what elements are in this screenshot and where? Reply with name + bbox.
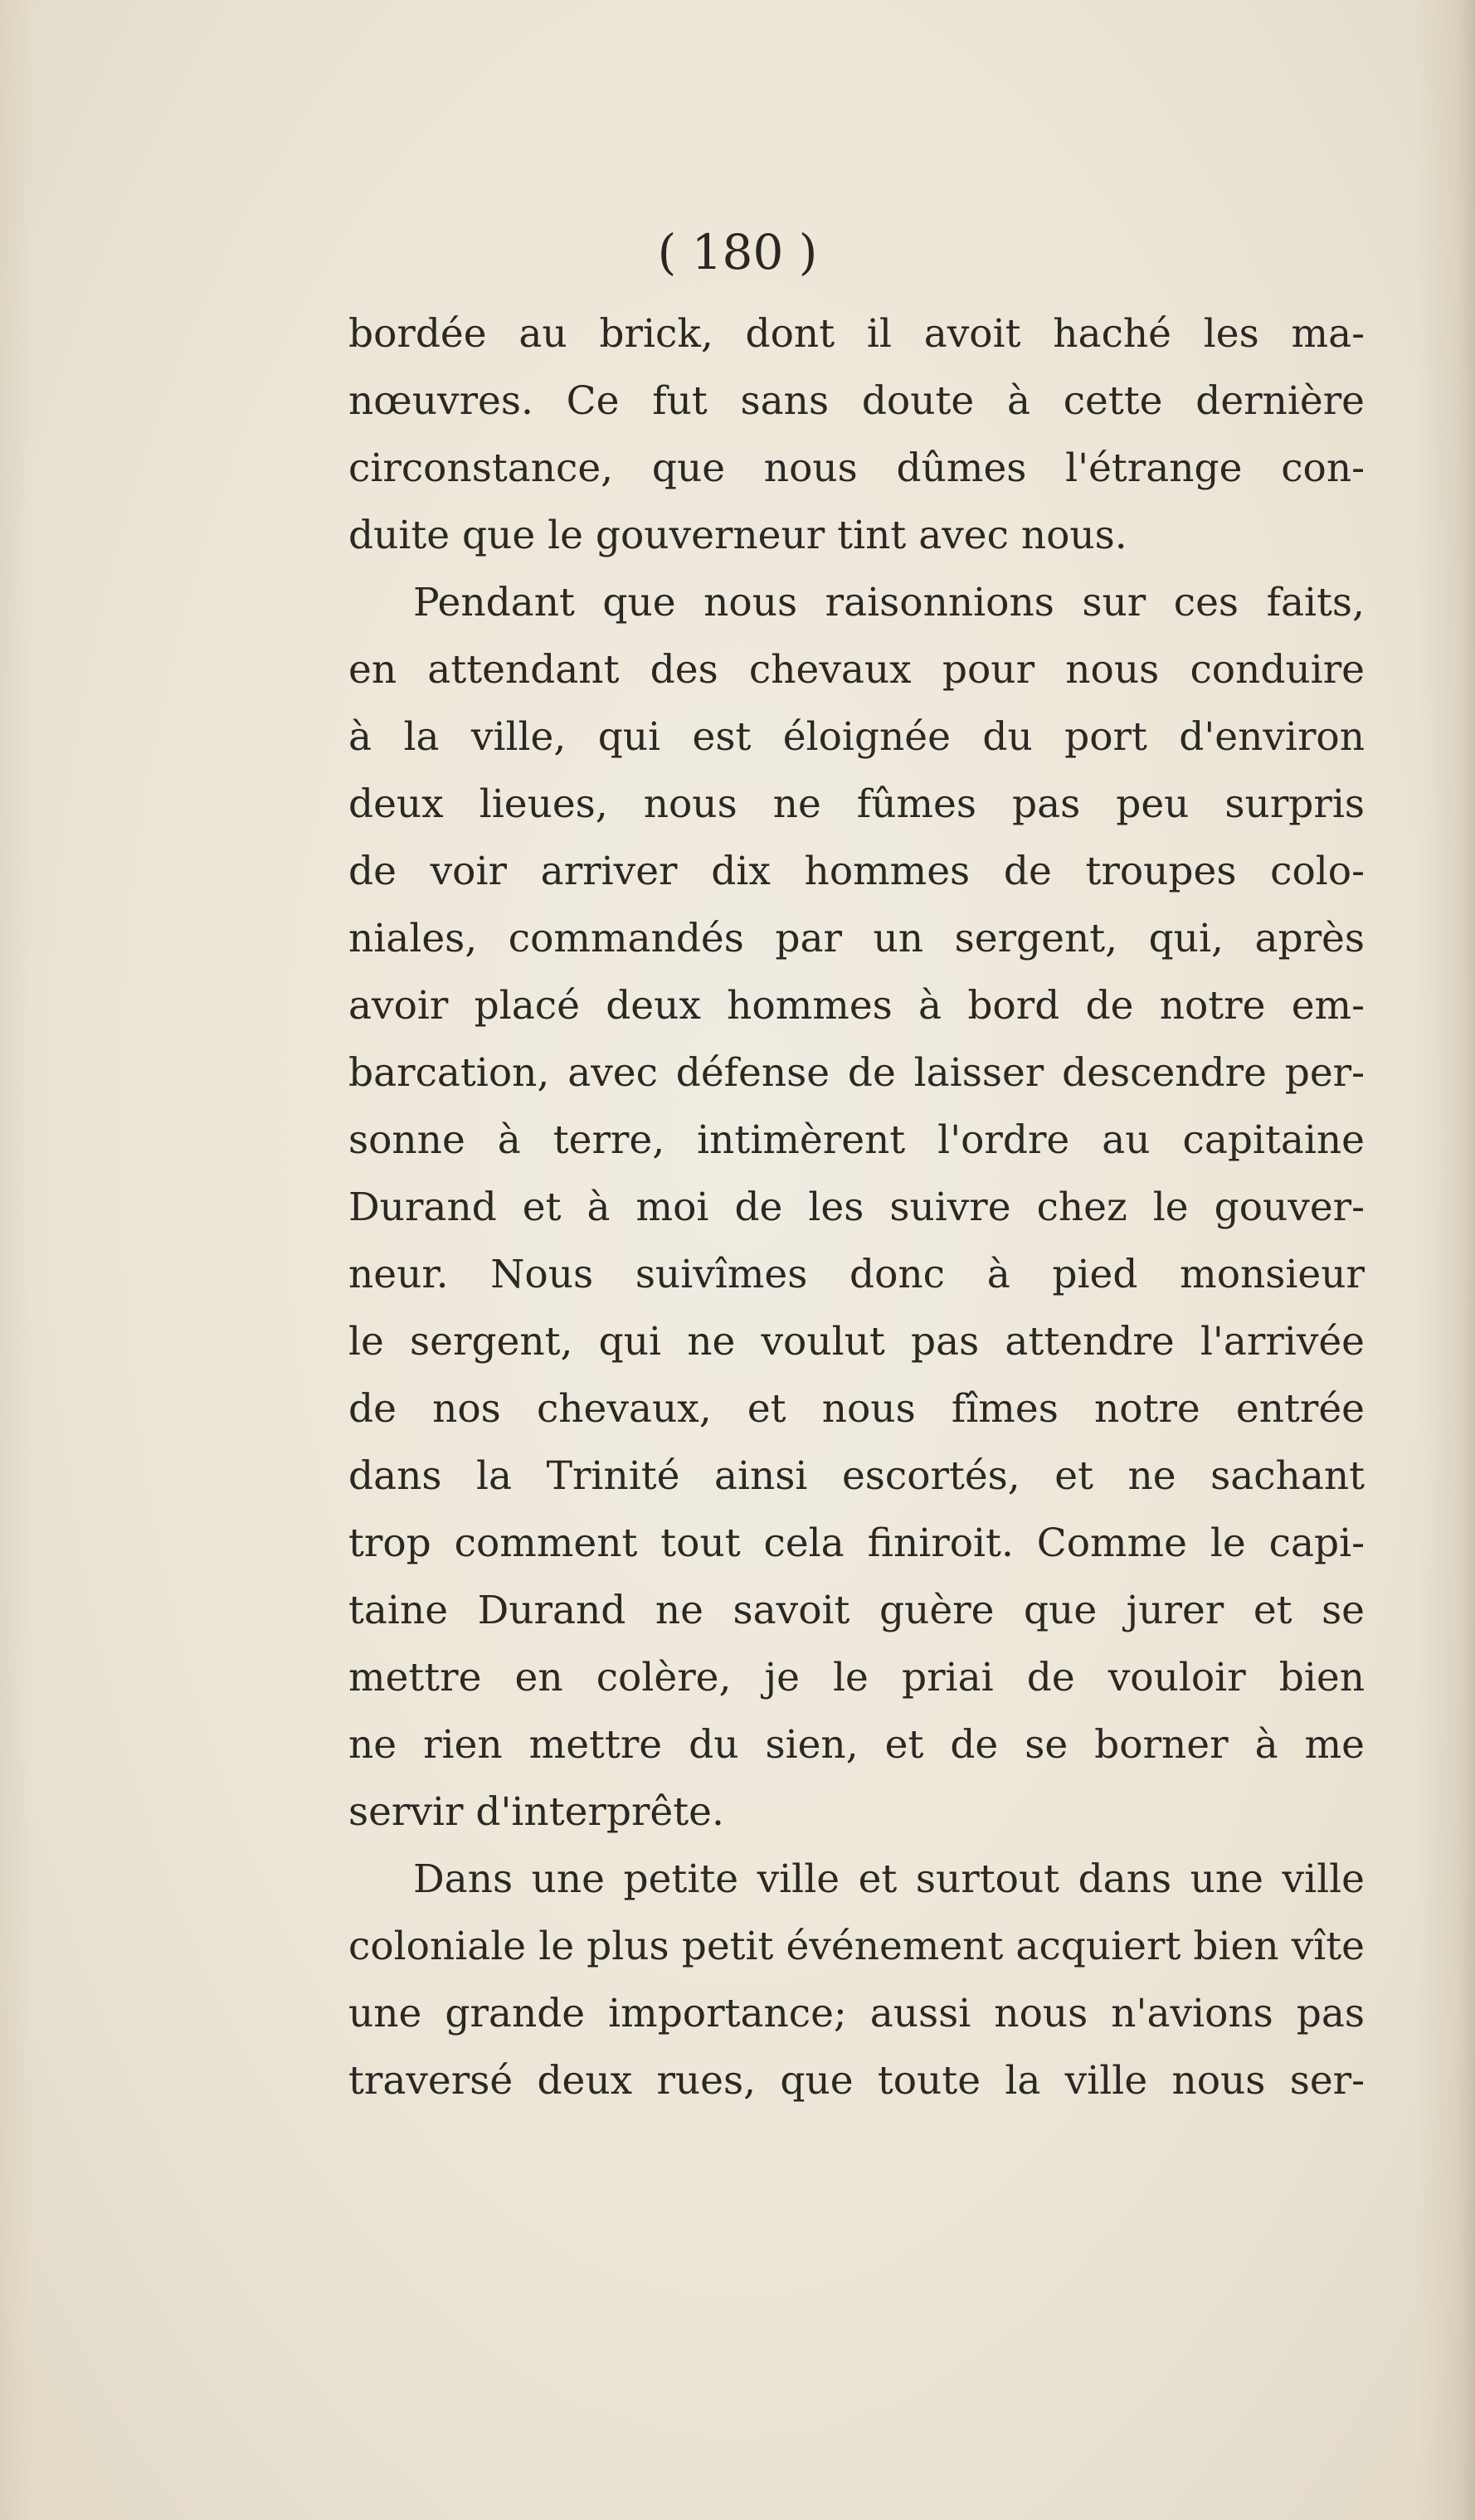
text-line: de nos chevaux, et nous fîmes notre entrée (348, 1386, 1365, 1432)
text-line: ne rien mettre du sien, et de se borner à me (348, 1722, 1365, 1768)
page-number: ( 180 ) (657, 224, 818, 280)
text-line: niales, commandés par un sergent, qui, après (348, 916, 1365, 961)
text-line: circonstance, que nous dûmes l'étrange con- (348, 445, 1365, 491)
text-line: traversé deux rues, que toute la ville nous ser- (348, 2058, 1365, 2104)
text-line: sonne à terre, intimèrent l'ordre au capitaine (348, 1117, 1365, 1163)
page-shadow-left (0, 0, 33, 2520)
text-line: Pendant que nous raisonnions sur ces faits, (413, 580, 1365, 625)
text-line: taine Durand ne savoit guère que jurer et se (348, 1588, 1365, 1633)
text-line: en attendant des chevaux pour nous conduire (348, 647, 1365, 693)
text-line: à la ville, qui est éloignée du port d'environ (348, 714, 1365, 760)
text-line: duite que le gouverneur tint avec nous. (348, 513, 1127, 558)
text-line: Dans une petite ville et surtout dans une ville (413, 1856, 1365, 1902)
text-line: dans la Trinité ainsi escortés, et ne sachant (348, 1453, 1365, 1499)
text-line: neur. Nous suivîmes donc à pied monsieur (348, 1252, 1365, 1297)
text-line: avoir placé deux hommes à bord de notre em- (348, 983, 1365, 1029)
text-line: servir d'interprête. (348, 1789, 724, 1835)
text-line: nœuvres. Ce fut sans doute à cette dernière (348, 378, 1365, 424)
text-line: trop comment tout cela finiroit. Comme le capi- (348, 1520, 1365, 1566)
text-line: mettre en colère, je le priai de vouloir bien (348, 1655, 1365, 1700)
text-line: le sergent, qui ne voulut pas attendre l'arrivée (348, 1319, 1365, 1365)
text-line: coloniale le plus petit événement acquiert bien vîte (348, 1924, 1365, 1969)
text-line: bordée au brick, dont il avoit haché les ma- (348, 311, 1365, 357)
body-text (348, 300, 1365, 2114)
text-line: de voir arriver dix hommes de troupes colo- (348, 849, 1365, 894)
text-line: une grande importance; aussi nous n'avions pas (348, 1991, 1365, 2036)
text-line: Durand et à moi de les suivre chez le gouver- (348, 1185, 1365, 1230)
text-line: barcation, avec défense de laisser descendre per- (348, 1050, 1365, 1096)
text-line: deux lieues, nous ne fûmes pas peu surpris (348, 781, 1365, 827)
page-shadow-right (1417, 0, 1475, 2520)
